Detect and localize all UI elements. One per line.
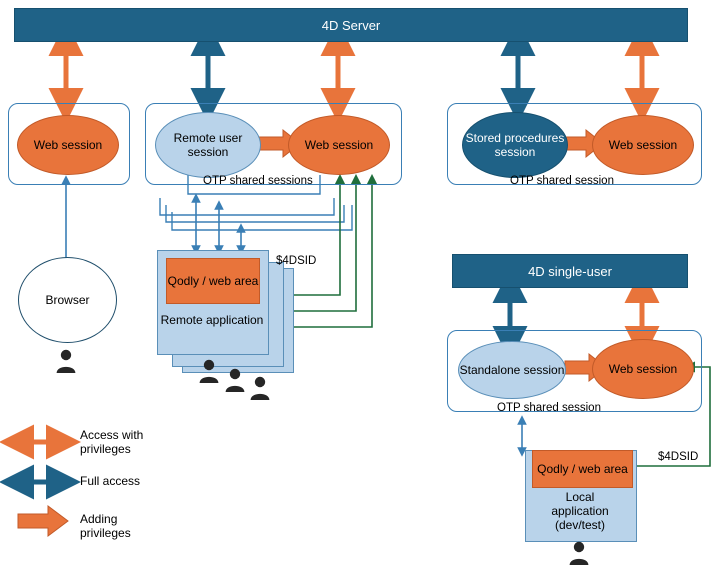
legend-label-access-with-privileges-line1: Access with (80, 428, 144, 442)
qodly-web-area-label: Qodly / web area (537, 462, 628, 476)
user-icon-local (568, 540, 590, 566)
standalone-session-label: Standalone session (459, 363, 565, 377)
web-session-label: Web session (33, 138, 103, 152)
legend-label-adding-privileges-line1: Adding (80, 512, 118, 526)
legend-arrow-adding-privileges (18, 506, 68, 536)
remote-user-session-label: Remote user session (173, 131, 243, 159)
web-session-browser[interactable] (17, 115, 119, 175)
legend-label-access-with-privileges-line2: privileges (80, 442, 131, 456)
web-session-single-user[interactable] (592, 339, 694, 399)
otp-shared-session-sp-label: OTP shared session (510, 175, 614, 187)
remote-user-session[interactable] (155, 112, 261, 178)
legend-label-full-access: Full access (80, 474, 141, 488)
remote-application-label: Remote application (160, 313, 264, 327)
browser-label: Browser (45, 293, 90, 307)
user-icon-remote-1 (198, 358, 220, 384)
stored-procedures-session-label: Stored procedures session (465, 131, 565, 159)
web-session-sp[interactable] (592, 115, 694, 175)
local-application-label-line3: (dev/test) (554, 518, 605, 532)
web-session-label: Web session (608, 138, 678, 152)
server-bar-label: 4D single-user (528, 263, 612, 279)
dsid-label-local: $4DSID (658, 451, 699, 463)
user-icon-browser (55, 348, 77, 374)
qodly-web-area-local[interactable] (532, 450, 633, 488)
dsid-line-remote (282, 180, 372, 327)
qodly-web-area-label: Qodly / web area (167, 274, 259, 288)
server-bar-4d-single-user (452, 254, 688, 288)
otp-shared-sessions-label: OTP shared sessions (203, 175, 313, 187)
server-bar-4d-server (14, 8, 688, 42)
web-session-label: Web session (304, 138, 374, 152)
server-bar-label: 4D Server (321, 17, 381, 33)
qodly-web-area-remote[interactable] (166, 258, 260, 304)
dsid-label-remote: $4DSID (276, 255, 317, 267)
standalone-session[interactable] (458, 341, 566, 399)
otp-shared-session-single-label: OTP shared session (497, 402, 601, 414)
local-application-label-line2: application (551, 504, 609, 518)
stored-procedures-session[interactable] (462, 112, 568, 178)
legend-label-adding-privileges-line2: privileges (80, 526, 131, 540)
web-session-label: Web session (608, 362, 678, 376)
local-application-label-line1: Local (565, 490, 595, 504)
browser-node[interactable] (18, 257, 117, 343)
web-session-remote[interactable] (288, 115, 390, 175)
user-icon-remote-3 (249, 375, 271, 401)
user-icon-remote-2 (224, 367, 246, 393)
